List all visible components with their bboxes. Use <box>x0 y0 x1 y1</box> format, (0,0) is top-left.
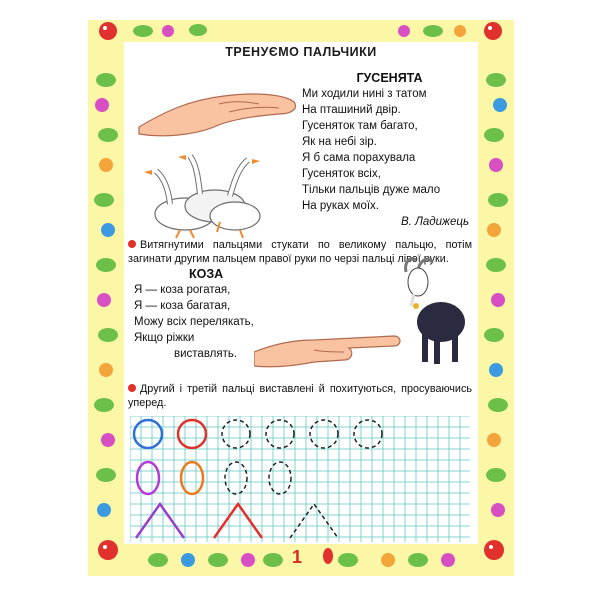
triangle-dashed <box>290 504 338 538</box>
page-title: ТРЕНУЄМО ПАЛЬЧИКИ <box>225 45 377 59</box>
poem-author: В. Ладижець <box>400 216 469 228</box>
circle-blue <box>134 420 162 448</box>
oval-orange <box>181 462 203 494</box>
hand-illustration <box>134 72 304 142</box>
triangle-purple <box>136 504 184 538</box>
pointing-hand-illustration <box>254 322 404 372</box>
page-number: 1 <box>292 547 303 567</box>
instruction-2 <box>128 382 472 410</box>
instruction-text: Витягнутими пальцями стукати по великому пальцю, потім загинати другим пальцем правої руки по черзі пальці лівої руки. <box>128 239 472 265</box>
poem-line: Я — коза багатая, <box>134 300 231 312</box>
oval-dashed <box>269 462 291 494</box>
poem-line: Ми ходили нині з татом <box>302 88 427 100</box>
poem-line: Тільки пальців дуже мало <box>302 184 441 196</box>
circle-dashed <box>310 420 338 448</box>
circle-dashed <box>222 420 250 448</box>
poem-line: Гусеняток всіх, <box>302 168 381 180</box>
content-area <box>124 42 478 544</box>
poem-gusenyata <box>302 70 477 230</box>
circle-red <box>178 420 206 448</box>
poem-line: виставлять. <box>174 348 238 360</box>
oval-purple <box>137 462 159 494</box>
instruction-text: Другий і третій пальці виставлені й похитуються, просуваючись уперед. <box>128 383 472 409</box>
poem-line: На пташиний двір. <box>302 104 401 116</box>
poem-title: КОЗА <box>189 267 224 281</box>
top-border-decoration <box>88 20 514 42</box>
oval-dashed <box>225 462 247 494</box>
poem-title: ГУСЕНЯТА <box>356 71 423 85</box>
poem-line: Якщо ріжки <box>134 332 195 344</box>
poem-line: Я б сама порахувала <box>302 152 416 164</box>
goat-illustration <box>396 252 476 372</box>
left-border-decoration <box>88 20 124 576</box>
poem-line: Як на небі зір. <box>302 136 377 148</box>
poem-line: Можу всіх перелякать, <box>134 316 254 328</box>
circle-dashed <box>354 420 382 448</box>
bullet-icon <box>128 240 136 248</box>
right-border-decoration <box>478 20 514 576</box>
poem-line: На руках моїх. <box>302 200 379 212</box>
poem-line: Гусеняток там багато, <box>302 120 418 132</box>
circle-dashed <box>266 420 294 448</box>
tracing-grid <box>130 416 470 542</box>
poem-line: Я — коза рогатая, <box>134 284 231 296</box>
geese-illustration <box>140 146 270 241</box>
triangle-red <box>214 504 262 538</box>
bullet-icon <box>128 384 136 392</box>
